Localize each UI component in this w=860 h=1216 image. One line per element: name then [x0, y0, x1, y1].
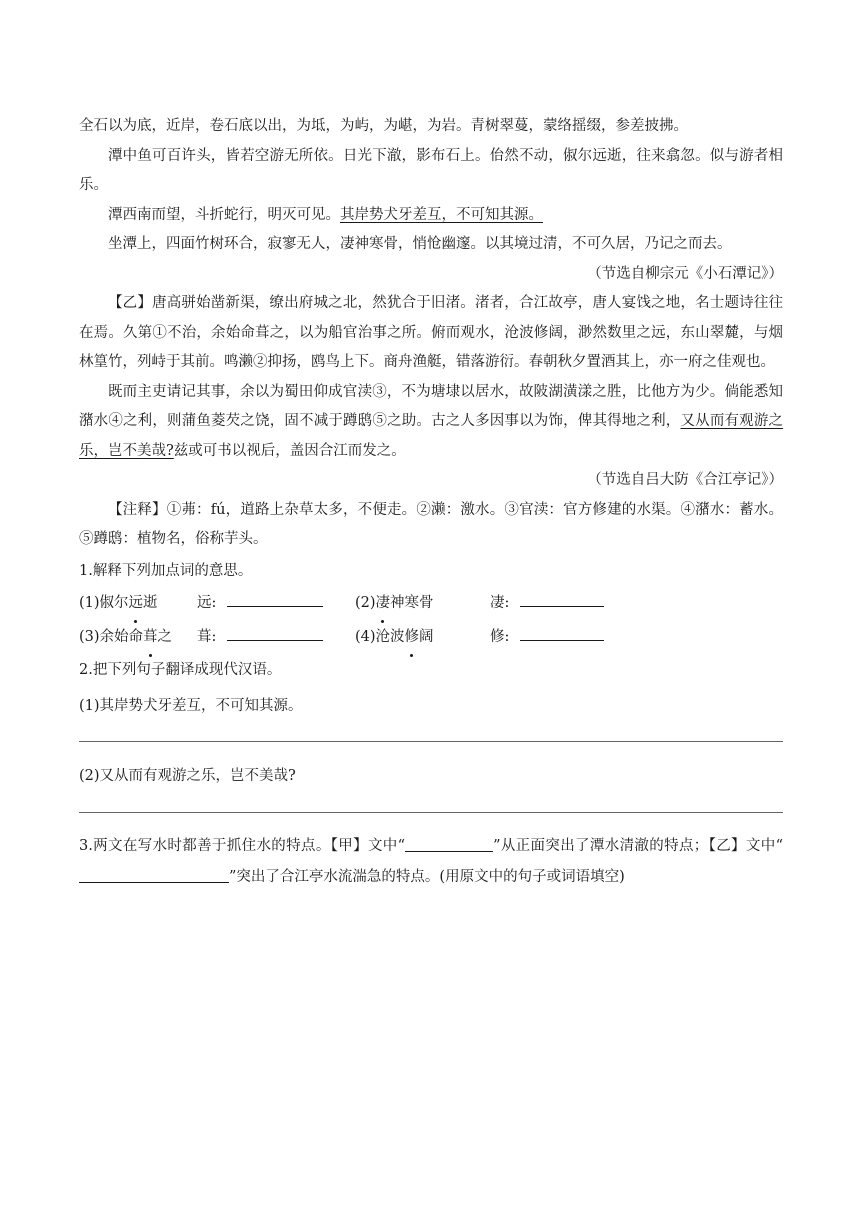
q1-item-2	[355, 586, 604, 620]
q2-sentence-1: (1)其岸势犬牙差互，不可知其源。	[79, 697, 303, 714]
yi-paragraph-1	[79, 289, 783, 378]
q1-item-4	[355, 620, 604, 654]
yi-underlined-sentence: 又从而有观游之乐，岂不美哉?	[79, 413, 784, 459]
q1-item-2-key: 凄:	[490, 595, 510, 611]
q1-row-1	[79, 586, 783, 620]
q1-answer-blank-4[interactable]	[520, 622, 604, 641]
notes-label: 【注释】	[108, 501, 167, 518]
q1-item-4-key: 修:	[490, 629, 510, 645]
q1-item-3-word: (3)余始命葺之	[79, 620, 197, 654]
yi-paragraph-1-text: 唐高骈始凿新渠，缭出府城之北，然犹合于旧渚。渚者，合江故亭，唐人宴饯之地，名士题诗往往在焉。久第①不治，余始命葺之，以为船官治事之所。俯而观水，沧波修阔，渺然数里之远，东山翠麓，与烟林篁竹，列峙于其前。鸣濑②抑扬，鸥鸟上下。商舟渔艇，错落游衍。春朝秋夕置酒其上，亦一府之佳观也。	[79, 295, 784, 370]
q1-item-4-word: (4)沧波修阔	[355, 620, 490, 654]
jia-source: （节选自柳宗元《小石潭记》）	[587, 265, 783, 282]
q1-item-1-word: (1)俶尔远逝	[79, 586, 197, 620]
q1-item-1-key: 远:	[197, 595, 217, 611]
q1-item-3	[79, 620, 355, 654]
jia-underlined-sentence: 其岸势犬牙差互，不可知其源。	[340, 206, 543, 223]
yi-label: 【乙】	[108, 295, 153, 311]
q1-answer-blank-3[interactable]	[227, 622, 323, 641]
jia-paragraph-3-text: 潭西南而望，斗折蛇行，明灭可见。	[108, 206, 340, 223]
document-page	[79, 112, 783, 893]
q1-row-2	[79, 620, 783, 654]
q1-item-3-key: 葺:	[197, 629, 217, 645]
q3-blank-yi[interactable]	[79, 866, 229, 883]
q3-blank-jia[interactable]	[405, 835, 493, 852]
q2-title: 2.把下列句子翻译成现代汉语。	[79, 662, 282, 678]
yi-paragraph-2	[79, 378, 783, 467]
q1-answer-blank-1[interactable]	[227, 588, 323, 607]
q2-answer-line-1[interactable]	[79, 741, 783, 742]
yi-paragraph-2-text: 既而主吏请记其事，余以为蜀田仰成官渎③，不为塘埭以居水，故陂湖潢漾之胜，比他方为少。倘能悉知潴水④之利，则蒲鱼菱芡之饶，固不减于蹲鸱⑤之助。古之人多因事以为饰，俾其得地之利，	[79, 383, 783, 429]
q1-item-2-word: (2)凄神寒骨	[355, 586, 490, 620]
jia-paragraph-2: 潭中鱼可百许头，皆若空游无所依。日光下澈，影布石上。佁然不动，俶尔远逝，往来翕忽。似与游者相乐。	[79, 147, 783, 193]
q3-question: 3.两文在写水时都善于抓住水的特点。【甲】文中“ ”从正面突出了潭水清澈的特点；【乙】文中“”突出了合江亭水流湍急的特点。(用原文中的句子或词语填空)	[79, 831, 783, 893]
yi-paragraph-2-tail: 兹或可书以视后，盖因合江而发之。	[173, 442, 406, 459]
q2-sentence-2: (2)又从而有观游之乐，岂不美哉?	[79, 768, 296, 784]
q1-item-1	[79, 586, 355, 620]
q2-answer-line-2[interactable]	[79, 812, 783, 813]
yi-source: （节选自吕大防《合江亭记》）	[587, 472, 783, 488]
jia-paragraph-3	[79, 201, 783, 231]
notes-text: ①茀：fú，道路上杂草太多，不便走。②濑：激水。③官渎：官方修建的水渠。④潴水：蓄水。⑤蹲鸱：植物名，俗称芋头。	[79, 501, 784, 547]
q1-answer-blank-2[interactable]	[520, 588, 604, 607]
q1-title: 1.解释下列加点词的意思。	[79, 562, 253, 579]
jia-paragraph-4: 坐潭上，四面竹树环合，寂寥无人，凄神寒骨，悄怆幽邃。以其境过清，不可久居，乃记之而去。	[108, 236, 732, 252]
notes	[79, 496, 783, 555]
jia-paragraph-1: 全石以为底，近岸，卷石底以出，为坻，为屿，为嵁，为岩。青树翠蔓，蒙络摇缀，参差披拂。	[79, 118, 688, 134]
